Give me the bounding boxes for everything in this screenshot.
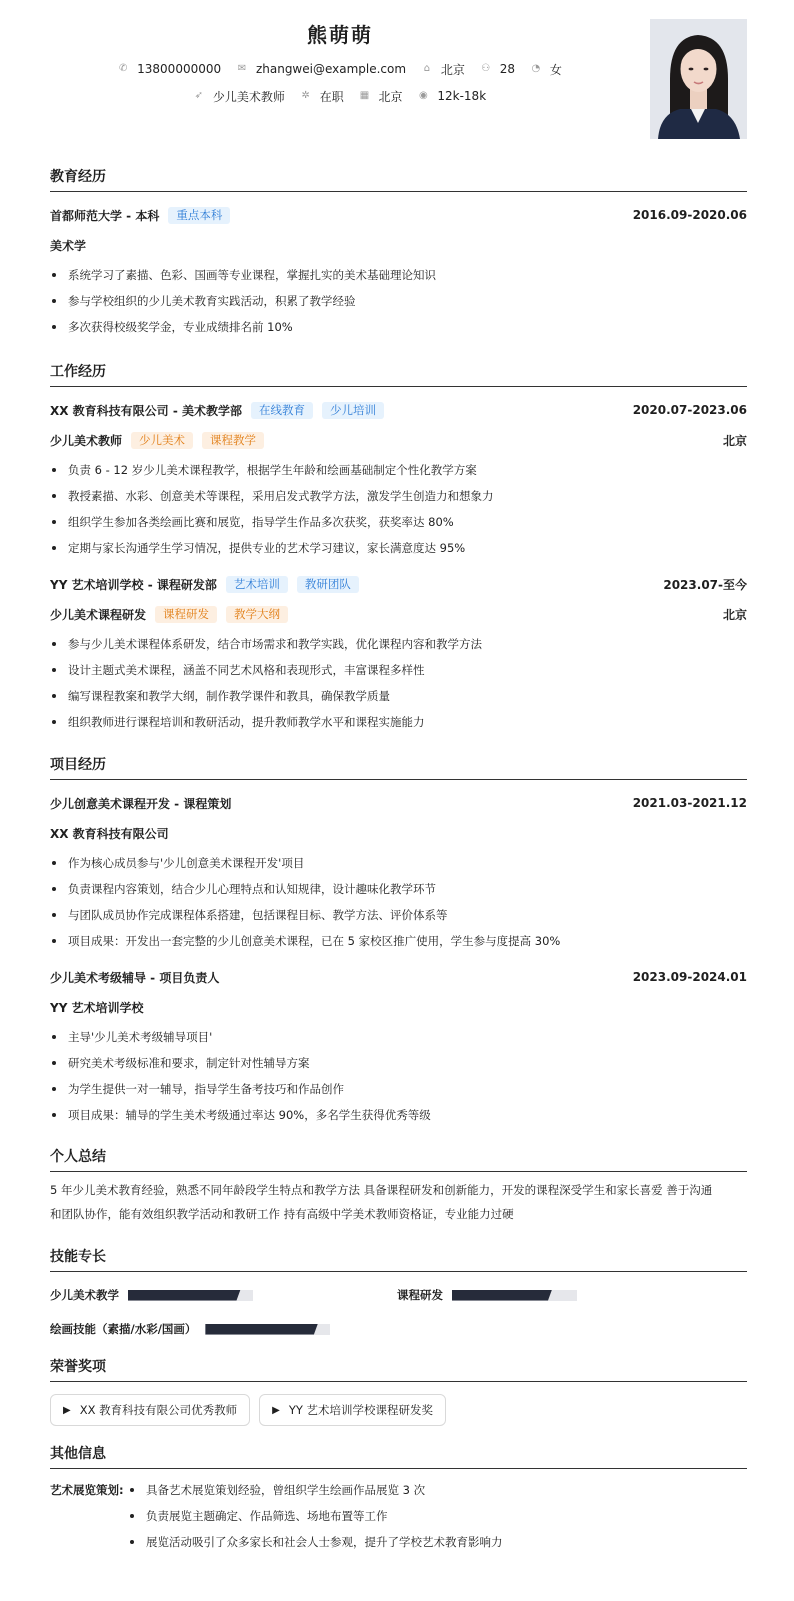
company-tag: 在线教育: [251, 402, 313, 419]
email-text: zhangwei@example.com: [255, 62, 407, 76]
role-tag: 教学大纲: [226, 606, 288, 623]
role-row: [50, 603, 747, 625]
work-entry-head: [50, 399, 747, 421]
company-tag: 教研团队: [297, 576, 359, 593]
other-info: [50, 1477, 747, 1555]
other-label: 艺术展览策划:: [50, 1483, 124, 1497]
mail-icon: ✉: [237, 63, 247, 74]
major-name: 美术学: [50, 238, 87, 253]
education-date: 2016.09-2020.06: [632, 208, 747, 222]
project-entry-head: [50, 966, 747, 988]
skill-row: [50, 1312, 747, 1346]
school-tag: 重点本科: [168, 207, 230, 224]
age-icon: ⚇: [481, 63, 491, 74]
award-label: XX 教育科技有限公司优秀教师: [79, 1403, 238, 1417]
section-title: 项目经历: [50, 754, 747, 780]
work-section: [50, 361, 747, 735]
list-item: 组织学生参加各类绘画比赛和展览，指导学生作品多次获奖，获奖率达 80%: [50, 509, 747, 535]
list-item: 具备艺术展览策划经验，曾组织学生绘画作品展览 3 次: [128, 1477, 503, 1503]
award-chip[interactable]: [50, 1394, 250, 1426]
skill-bar: [205, 1324, 330, 1335]
education-entry-head: [50, 204, 747, 226]
role-tag: 课程研发: [155, 606, 217, 623]
project-bullets: [50, 850, 747, 954]
project-org-row: [50, 822, 747, 844]
skill-row: [50, 1278, 747, 1312]
list-item: 负责 6 - 12 岁少儿美术课程教学，根据学生年龄和绘画基础制定个性化教学方案: [50, 457, 747, 483]
list-item: 负责展览主题确定、作品筛选、场地布置等工作: [128, 1503, 503, 1529]
age-text: 28: [499, 62, 516, 76]
skill-item: [50, 1321, 397, 1337]
work-date: 2020.07-2023.06: [632, 403, 747, 417]
skill-name: 绘画技能（素描/水彩/国画）: [50, 1322, 197, 1336]
project-org: YY 艺术培训学校: [50, 1000, 144, 1015]
company-tag: 艺术培训: [226, 576, 288, 593]
project-org-row: [50, 996, 747, 1018]
work-date: 2023.07-至今: [663, 577, 747, 592]
contact-row: [0, 60, 680, 78]
job-intent-row: [0, 87, 680, 105]
city-text: 北京: [440, 62, 465, 77]
summary-line: 5 年少儿美术教育经验，熟悉不同年龄段学生特点和教学方法 具备课程研发和创新能力，开发的课程深受学生和家长喜爱 善于沟通: [50, 1183, 713, 1197]
list-item: 与团队成员协作完成课程体系搭建，包括课程目标、教学方法、评价体系等: [50, 902, 747, 928]
project-date: 2021.03-2021.12: [632, 796, 747, 810]
section-title: 教育经历: [50, 166, 747, 192]
list-item: 项目成果：辅导的学生美术考级通过率达 90%，多名学生获得优秀等级: [50, 1102, 747, 1128]
skill-bar-fill: [205, 1324, 318, 1335]
company-name: XX 教育科技有限公司 - 美术教学部: [50, 403, 243, 418]
position-text: 少儿美术教师: [212, 89, 285, 104]
list-item: 定期与家长沟通学生学习情况，提供专业的艺术学习建议，家长满意度达 95%: [50, 535, 747, 561]
list-item: 研究美术考级标准和要求，制定针对性辅导方案: [50, 1050, 747, 1076]
list-item: 为学生提供一对一辅导，指导学生备考技巧和作品创作: [50, 1076, 747, 1102]
work-bullets: [50, 457, 747, 561]
project-date: 2023.09-2024.01: [632, 970, 747, 984]
company-name: YY 艺术培训学校 - 课程研发部: [50, 577, 217, 592]
list-item: 作为核心成员参与'少儿创意美术课程开发'项目: [50, 850, 747, 876]
target-city-text: 北京: [378, 89, 403, 104]
home-icon: ⌂: [423, 63, 431, 74]
salary-icon: ◉: [419, 90, 428, 101]
education-section: [50, 166, 747, 340]
company-tag: 少儿培训: [322, 402, 384, 419]
list-item: 参与学校组织的少儿美术教育实践活动，积累了教学经验: [50, 288, 747, 314]
position-icon: ➶: [194, 90, 204, 101]
status-icon: ✲: [301, 90, 310, 101]
salary-text: 12k-18k: [437, 89, 487, 103]
honors-section: [50, 1356, 747, 1426]
section-title: 荣誉奖项: [50, 1356, 747, 1382]
play-triangle-icon: ▶: [272, 1404, 280, 1416]
role-tag: 课程教学: [202, 432, 264, 449]
gender-icon: ◔: [531, 63, 541, 74]
list-item: 设计主题式美术课程，涵盖不同艺术风格和表现形式，丰富课程多样性: [50, 657, 747, 683]
work-location: 北京: [722, 607, 747, 622]
major-row: [50, 234, 747, 256]
work-entry-head: [50, 573, 747, 595]
skill-bar-fill: [128, 1290, 241, 1301]
status-text: 在职: [319, 89, 344, 104]
list-item: 编写课程教案和教学大纲，制作教学课件和教具，确保教学质量: [50, 683, 747, 709]
summary-section: [50, 1146, 747, 1226]
other-section: [50, 1443, 747, 1555]
play-triangle-icon: ▶: [63, 1404, 71, 1416]
skill-bar: [128, 1290, 253, 1301]
resume-header: [0, 0, 794, 150]
summary-line: 和团队协作，能有效组织教学活动和教研工作 持有高级中学美术教师资格证，专业能力过硬: [50, 1207, 514, 1221]
list-item: 参与少儿美术课程体系研发，结合市场需求和教学实践，优化课程内容和教学方法: [50, 631, 747, 657]
work-bullets: [50, 631, 747, 735]
education-bullets: [50, 262, 747, 340]
section-title: 其他信息: [50, 1443, 747, 1469]
role-name: 少儿美术教师: [50, 433, 123, 448]
project-title: 少儿创意美术课程开发 - 课程策划: [50, 796, 232, 811]
skill-bar: [452, 1290, 577, 1301]
role-tag: 少儿美术: [131, 432, 193, 449]
list-item: 主导'少儿美术考级辅导项目': [50, 1024, 747, 1050]
skill-name: 课程研发: [397, 1288, 443, 1302]
award-chip[interactable]: [259, 1394, 446, 1426]
work-location: 北京: [722, 433, 747, 448]
skill-bar-fill: [452, 1290, 552, 1301]
school-name: 首都师范大学 - 本科: [50, 208, 160, 223]
project-entry-head: [50, 792, 747, 814]
phone-text: 13800000000: [137, 62, 222, 76]
phone-icon: ✆: [118, 63, 128, 74]
candidate-name: 熊萌萌: [307, 23, 373, 47]
skill-item: [397, 1287, 744, 1303]
role-row: [50, 429, 747, 451]
summary-text: [50, 1178, 747, 1226]
list-item: 系统学习了素描、色彩、国画等专业课程，掌握扎实的美术基础理论知识: [50, 262, 747, 288]
list-item: 教授素描、水彩、创意美术等课程，采用启发式教学方法，激发学生创造力和想象力: [50, 483, 747, 509]
list-item: 项目成果：开发出一套完整的少儿创意美术课程，已在 5 家校区推广使用，学生参与度提高 30%: [50, 928, 747, 954]
building-icon: ▦: [359, 90, 370, 101]
project-bullets: [50, 1024, 747, 1128]
project-org: XX 教育科技有限公司: [50, 826, 169, 841]
list-item: 多次获得校级奖学金，专业成绩排名前 10%: [50, 314, 747, 340]
role-name: 少儿美术课程研发: [50, 607, 147, 622]
list-item: 负责课程内容策划，结合少儿心理特点和认知规律，设计趣味化教学环节: [50, 876, 747, 902]
other-bullets: [128, 1477, 503, 1555]
skill-name: 少儿美术教学: [50, 1288, 119, 1302]
project-title: 少儿美术考级辅导 - 项目负责人: [50, 970, 220, 985]
list-item: 展览活动吸引了众多家长和社会人士参观，提升了学校艺术教育影响力: [128, 1529, 503, 1555]
section-title: 个人总结: [50, 1146, 747, 1172]
skill-item: [50, 1287, 397, 1303]
list-item: 组织教师进行课程培训和教研活动，提升教师教学水平和课程实施能力: [50, 709, 747, 735]
section-title: 工作经历: [50, 361, 747, 387]
skills-section: [50, 1246, 747, 1346]
gender-text: 女: [549, 62, 562, 77]
projects-section: [50, 754, 747, 1128]
avatar: [650, 19, 747, 139]
award-label: YY 艺术培训学校课程研发奖: [288, 1403, 434, 1417]
section-title: 技能专长: [50, 1246, 747, 1272]
awards-list: [50, 1394, 747, 1426]
